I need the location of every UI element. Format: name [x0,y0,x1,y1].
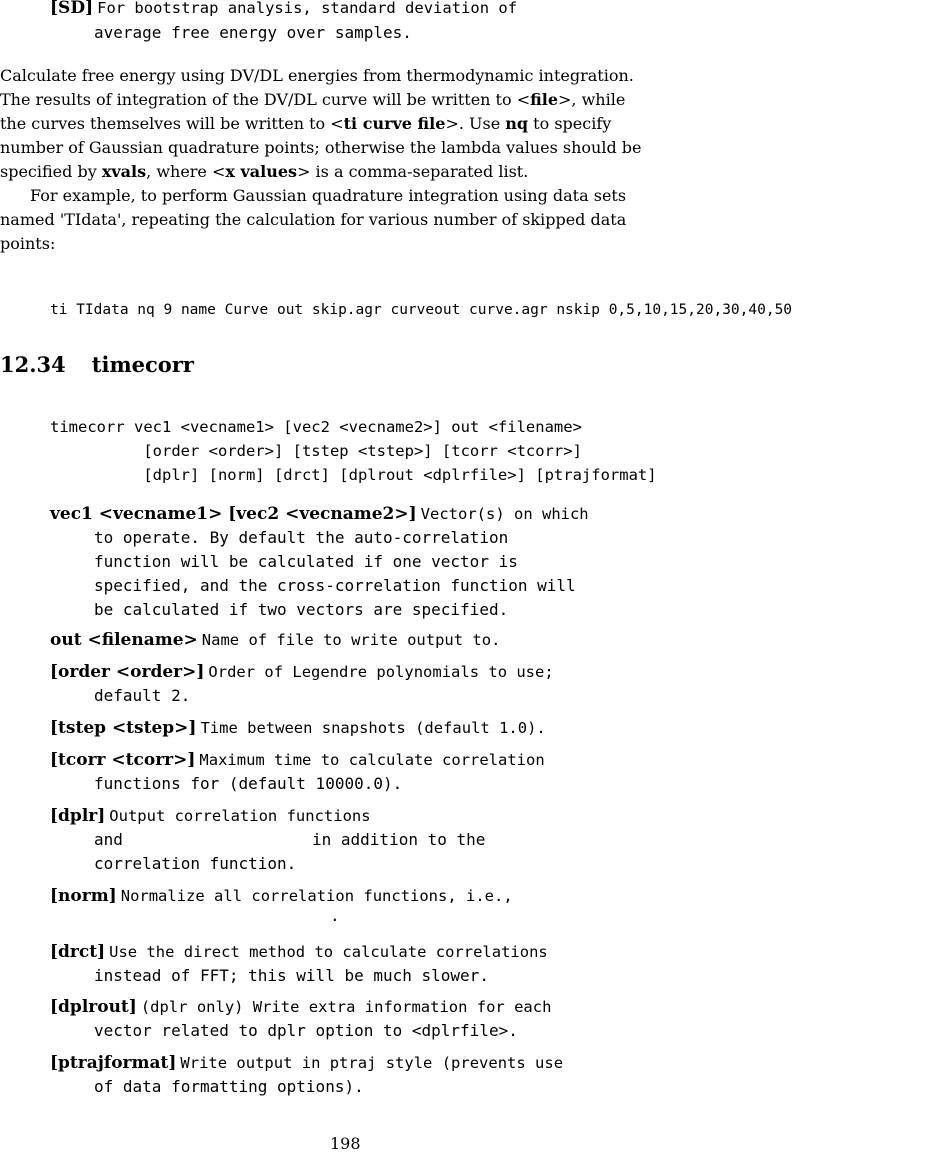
ptrajformat-option-desc-2: of data formatting options). [94,1077,364,1096]
section-number: 12.34 [0,352,66,377]
tstep-option-desc-1: Time between snapshots (default 1.0). [200,719,546,737]
drct-option-term: [drct] [50,942,106,962]
ti-paragraph-line-4: number of Gaussian quadrature points; otherwise the lambda values should be [0,138,642,157]
section-heading [0,352,194,377]
dplrout-option-desc-2: vector related to dplr option to <dplrfile>. [94,1021,518,1040]
usage-line-2: [order <order>] [tstep <tstep>] [tcorr <tcorr>] [50,442,582,460]
example-paragraph-line-1: For example, to perform Gaussian quadrature integration using data sets [30,186,627,205]
vec-option-desc-4: specified, and the cross-correlation function will [94,576,576,595]
dplrout-option-term: [dplrout] [50,997,137,1017]
tcorr-option-term: [tcorr <tcorr>] [50,750,196,770]
ti-example-command: ti TIdata nq 9 name Curve out skip.agr curveout curve.agr nskip 0,5,10,15,20,30,40,50 [50,302,793,318]
ptrajformat-option-desc-1: Write output in ptraj style (prevents use [180,1054,564,1072]
section-title: timecorr [91,352,194,377]
vec-option-term: vec1 <vecname1> [vec2 <vecname2>] [50,504,417,524]
vec-option-desc-5: be calculated if two vectors are specified. [94,600,509,619]
ti-paragraph-line-2: The results of integration of the DV/DL curve will be written to <file>, while [0,90,626,109]
vec-option-desc-1: Vector(s) on which [420,505,589,523]
usage-line-1: timecorr vec1 <vecname1> [vec2 <vecname2>] out <filename> [50,418,582,436]
usage-line-3: [dplr] [norm] [drct] [dplrout <dplrfile>] [ptrajformat] [50,466,657,484]
tstep-option-term: [tstep <tstep>] [50,718,197,738]
norm-option-desc-1: Normalize all correlation functions, i.e., [120,887,513,905]
ti-paragraph-line-1: Calculate free energy using DV/DL energies from thermodynamic integration. [0,66,634,85]
dplr-option-desc-3: correlation function. [94,854,297,873]
order-option-desc-1: Order of Legendre polynomials to use; [208,663,554,681]
drct-option-desc-2: instead of FFT; this will be much slower. [94,966,489,985]
norm-option-term: [norm] [50,886,117,906]
vec-option-desc-3: function will be calculated if one vector is [94,552,518,571]
dplr-option-term: [dplr] [50,806,106,826]
ptrajformat-option-term: [ptrajformat] [50,1053,177,1073]
page-number: 198 [330,1134,361,1153]
example-paragraph-line-2: named 'TIdata', repeating the calculation for various number of skipped data [0,210,627,229]
ti-paragraph-line-3: the curves themselves will be written to <ti curve file>. Use nq to specify [0,114,612,133]
ti-paragraph-line-5: specified by xvals, where <x values> is a comma-separated list. [0,162,529,181]
out-option-desc-1: Name of file to write output to. [201,631,501,649]
sd-option-term: [SD] [50,0,94,18]
dplr-option-desc-1: Output correlation functions [109,807,371,825]
example-paragraph-line-3: points: [0,234,56,253]
norm-option-desc-2: . [330,906,340,925]
dplr-option-desc-2b: in addition to the [312,830,486,849]
dplrout-option-desc-1: (dplr only) Write extra information for each [140,998,552,1016]
sd-option-desc-1: For bootstrap analysis, standard deviation of [97,0,518,17]
tcorr-option-desc-1: Maximum time to calculate correlation [199,751,545,769]
tcorr-option-desc-2: functions for (default 10000.0). [94,774,403,793]
order-option-desc-2: default 2. [94,686,191,705]
drct-option-desc-1: Use the direct method to calculate correlations [109,943,548,961]
vec-option-desc-2: to operate. By default the auto-correlation [94,528,509,547]
dplr-option-desc-2a: and [94,830,123,849]
order-option-term: [order <order>] [50,662,205,682]
out-option-term: out <filename> [50,630,198,650]
sd-option-desc-2: average free energy over samples. [94,23,412,42]
